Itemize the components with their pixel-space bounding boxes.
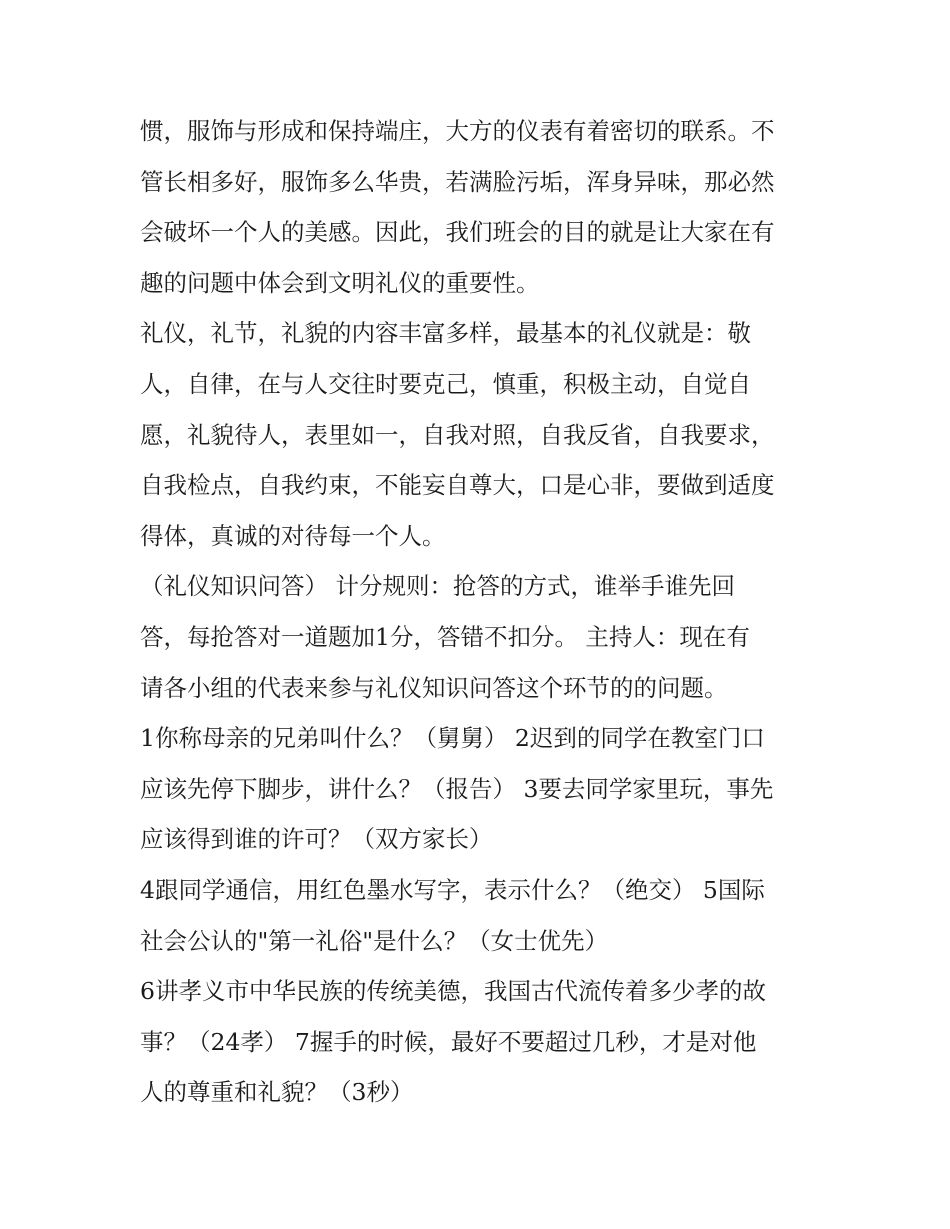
text-line: 应该得到谁的许可？（双方家长）: [140, 825, 493, 854]
text-line: 管长相多好，服饰多么华贵，若满脸污垢，浑身异味，那必然: [140, 167, 775, 196]
document-body: [140, 106, 815, 1118]
paragraph-appearance: [140, 106, 815, 308]
text-line: （礼仪知识问答） 计分规则：抢答的方式，谁举手谁先回: [140, 572, 735, 601]
text-line: 礼仪，礼节，礼貌的内容丰富多样，最基本的礼仪就是：敬: [140, 319, 751, 348]
text-line: 趣的问题中体会到文明礼仪的重要性。: [140, 268, 540, 297]
paragraph-questions-4-5: [140, 865, 815, 966]
text-line: 4跟同学通信，用红色墨水写字，表示什么？（绝交） 5国际: [140, 875, 765, 904]
text-line: 人的尊重和礼貌？（3秒）: [140, 1078, 414, 1107]
text-line: 事？（24孝） 7握手的时候，最好不要超过几秒，才是对他: [140, 1027, 757, 1056]
text-line: 人，自律，在与人交往时要克己，慎重，积极主动，自觉自: [140, 369, 751, 398]
text-line: 答，每抢答对一道题加1分，答错不扣分。 主持人：现在有: [140, 622, 750, 651]
paragraph-questions-1-3: [140, 713, 815, 865]
paragraph-questions-6-7: [140, 966, 815, 1118]
text-line: 社会公认的"第一礼俗"是什么？（女士优先）: [140, 926, 609, 955]
text-line: 请各小组的代表来参与礼仪知识问答这个环节的的问题。: [140, 673, 728, 702]
text-line: 惯，服饰与形成和保持端庄，大方的仪表有着密切的联系。不: [140, 117, 775, 145]
text-line: 愿，礼貌待人，表里如一，自我对照，自我反省，自我要求，: [140, 420, 775, 449]
paragraph-etiquette-basics: [140, 308, 815, 561]
text-line: 会破坏一个人的美感。因此，我们班会的目的就是让大家在有: [140, 218, 775, 247]
text-line: 自我检点，自我约束，不能妄自尊大，口是心非，要做到适度: [140, 471, 775, 500]
text-line: 得体，真诚的对待每一个人。: [140, 521, 446, 550]
paragraph-quiz-rules: [140, 561, 815, 713]
text-line: 1你称母亲的兄弟叫什么？（舅舅） 2迟到的同学在教室门口: [140, 724, 765, 753]
text-line: 6讲孝义市中华民族的传统美德，我国古代流传着多少孝的故: [140, 977, 766, 1006]
text-line: 应该先停下脚步，讲什么？（报告） 3要去同学家里玩，事先: [140, 774, 774, 803]
